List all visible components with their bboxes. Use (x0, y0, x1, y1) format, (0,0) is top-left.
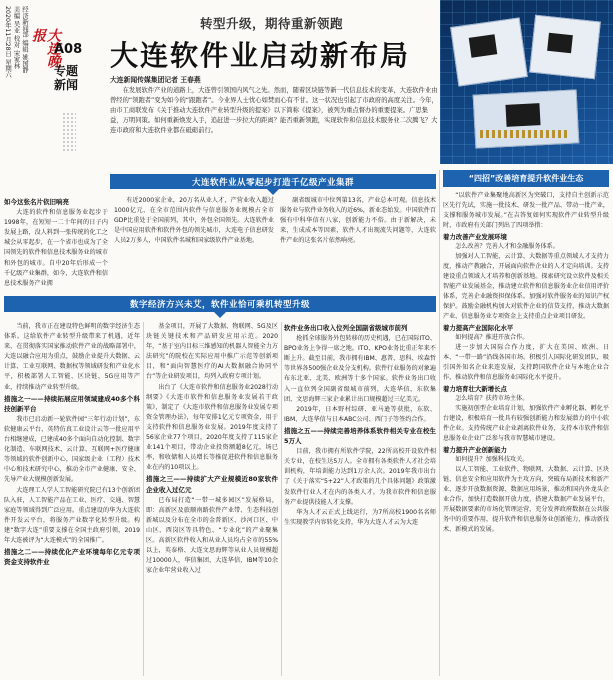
byline: 大连新闻传媒集团记者 王春燕 (110, 76, 201, 84)
paragraph: 出台了《大连市软件和信息服务业2028行动纲要》《大连市软件和信息服务业发展若干政策》，制定了《大连市软件和信息服务业发展专项资金管理办法》，每年安排1亿元专项资金，用于支持软件和信息服务业发展。2019年度支持了56家企业77个项目，2020年度支持了115家企业141个项目，带动企业投资额超8亿元，场已率，和收储和人员增长等推促进软件和信息服务业在内的10项以上。 (146, 383, 278, 472)
edition-line: 美编 吴亚 校对 宋家林 (12, 6, 20, 69)
chip-pins (480, 130, 570, 138)
measure-heading: 措施之五——持续完善培养体系软件相关专业在校生5万人 (284, 426, 436, 446)
measure-heading: 措施之二——持续优化产业环境每年亿元专项资金支持软件业 (4, 548, 140, 567)
paragraph: 华为人才云正式上线运行，为7所高校1900名名师生实现教学内容转化支持，华为大连人才云为大连 (284, 508, 436, 526)
section-bar-1 (110, 174, 436, 189)
section-pointer (214, 312, 226, 318)
paragraph: 加强对人工智能、云计算、大数据等重点领域人才支持力度，推动产教融合，开展面向软件企业的人才定向培训。支持建设重点领域人才培养和创新基地。探索研究设立软件及相关智能产业发展基金，推动建立软件和信息服务业企业信用评价体系，完善企业融资担保体系。加强对软件服务业的知识产权保护。鼓励金融机构加大对软件企业的信贷支持，推动大数据产业、信息服务业专项资金上支持重点企业项目研发。 (443, 253, 609, 320)
section2-column-2 (146, 322, 278, 678)
paragraph: 目前，我市拥有所软件学院，22所高校开设软件相关专业，在校生达5万人。全市拥有各类软件人才社会培训机构，年培训能力达到1万余人次。2019年我市出台了《关于落实“5+22”人才政策的几个具体问题》政策激发软件行业人才在内的各类人才。为我市软件和信息服务产业提供技能人才支撑。 (284, 448, 436, 506)
measure-heading: 着力改善产业发展环境 (443, 233, 507, 241)
paragraph: 有近2000家企业，20万名从业人才，产营业收入超过1000亿元，在全市范围内软件与信息服务业规模占全市GDP比重处于全国前列，其中，外包全国领先。大连软件业是中国应用软件和软件外包的领先城市，大连电子信息研发人员2万多人，中国软件名城和国家级软件产业基地。 (114, 197, 274, 245)
paragraph: 以人工智能、工业软件、物联网、大数据、云计算、区块链、信息安全和应用软件为主攻方向，突破布局新技术和新产业，逐步开放数据资源、数据应用场景，推动和国内外龙头企业合作，加快打造数据开放力度，搭建大数据产业发展平台，开展数据要素的市场化管理运营，充分发挥政府数据在公共服务中的重要作用，提升软件和信息服务业创新能力，推动新技术、新模式的发展。 (443, 466, 609, 533)
paragraph: 我市已启动新一轮软件园“三年行动计划”，东软健康云平台、英特仿真工业设计云等一批应用平台相继建成，已建成40多个面向自动化控制、数字化制造、车联网技术、云计算、互联网+医疗健康等领域的软件创新中心，国家级企业（工程）技术中心和技术研究中心，推动全市产业健康、安全、先导产业大规模创新发展。 (4, 415, 140, 484)
chip-icon (469, 34, 498, 57)
section-pointer (267, 189, 279, 195)
paragraph: 2019年，日本野村综研、亚马逊等获批，东软、IBM、大连华信与日本ABC公司、西门子等签约合作。 (284, 405, 436, 423)
paragraph: 副省级城市中位列第13名，产业总本可观。信息技术服务业与软件业务收入的近6%，新业态始发。中国软件百强有中科华信有八家，创新能力不俗。由于新解决，未来，生成成本等因素，软件人才出现流失问题等，大连软件产业的这张名片依然响亮。 (280, 197, 436, 245)
measure-heading: 着力提升产业创新能力 (443, 446, 507, 454)
paragraph: 抢抓全球服务外包转移的历史机遇，已在国际ITO、BPO业务上争得一席之地。ITO、KPO业务比重正年来不断上升。截至目前，我市拥有IBM、惠普、思科、埃森哲等世界各500强企业及分支机构。软件行业服务的对象遍布东北亚、北美、欧洲等十多个国家。软件业务出口收入一直位列全国副省级城市前列，大连华信、东软集团、文思海辉三家企业累计出口规模超过三亿美元。 (284, 335, 436, 403)
sidebar-title: “四招”改善培育提升软件业生态 (443, 170, 609, 187)
paragraph: 已布局打造“一带一城多园区”发展格局，即：高新区及旅顺南路软件产业带、生态科技创新城以及分布在全市的金普新区、沙河口区、中山区、西岗区等具特色、“专业化”的产业聚集区。高新区软件收入和从业人员均占全市的55%以上，英泰格、大连文思海辉等从业人员规模超过10000人，华信集团、大连华信，IBM等10余家企业年营业收入过 (146, 496, 278, 575)
subhead: 如今这张名片依旧响亮 (4, 198, 69, 206)
dot-pattern-decoration (62, 112, 76, 152)
paragraph: 当前，我市正在建设特色鲜明的数字经济生态体系。这给软件产业转型升级带来了机遇，近年来，在贯彻落实国家推动软件产业的战略部署中，大连以融合应用为重点，鼓励企业提升大数据、云计算、工业互联网、数据权等领域研发和产业化水平，积极部署人工智能、区块链、5G应用等产业，持续推动产业转型升级。 (4, 323, 140, 391)
paragraph: “以软件产业集聚地高新区为突破口，支持自主创新示范区先行先试，实施一批技术、研发一批产品、带动一批产业，支撑和服务城市发展。”在吉答复如何实现软件产业转型升级时，市政府有关部门列出了四项举措： (443, 192, 609, 229)
section-title: 大连软件业从零起步打造千亿级产业集群 (191, 177, 354, 188)
kicker: 转型升级，期待重新领跑 (200, 16, 344, 31)
column-divider (143, 322, 144, 676)
column-divider (281, 322, 282, 676)
section2-column-3 (284, 322, 436, 678)
sidebar (443, 170, 609, 676)
paragraph: 基金项目，开展了大数据、物联网、5G及区块链关键技术和产品研发应用示范。2020年，“基于室内目标三维感知的机器人智能全力方法研究”的院校在实际应用中推广示范等创新项目，和“面向智慧医疗的AI大数据融合协同平台”等企业研发项目，均列入政府专项计划。 (146, 323, 278, 381)
measure-heading: 措施之三——持续扩大产业规模近80家软件企业收入过亿元 (146, 475, 278, 494)
section-title: 数字经济方兴未艾，软件业恰可乘机转型升级 (129, 300, 310, 310)
paragraph: 实施初创型企业培育计划，加强软件产业孵化器、孵化平台建设，积极培育一批具有较强创新能力和发展潜力的中小软件企业。支持传统产业企业剥离软件业务，支持本市软件和信息服务业企业广泛参与我市智慧城市建设。 (443, 405, 609, 442)
measure-heading: 措施之一——持续拓展应用领域建成40多个科技创新平台 (4, 394, 140, 413)
masthead (0, 0, 84, 160)
section2-column-1 (4, 322, 140, 678)
paragraph: 怎么培育？扶持市场主体。 (455, 395, 529, 402)
intro-paragraph: 在发展软件产业的道路上，大连曾引领国内风气之先。然而，随着区块链等新一代信息技术的变革，大连软件业由曾经的“领跑者”变为如今的“跟跑者”。今业界人士忧心如焚而心有不甘。这一状况也引起了市政府的高度关注。今年，由市工商联发布《关于推动大连软件产业转型升级的提案》以下简称《提案》，被列为重点督办的重要提案。广思集益，万明同策。如何重新焕发入手，追赶进一步拉大的距离？能否重新领跑，实现软件和信息技术服务业二次腾飞？大连市政府和大连软件业都在砥砺前行。 (110, 87, 438, 134)
paragraph: 怎么改善？完善人才和金融服务体系。 (455, 243, 559, 250)
page-number: A08 (54, 42, 83, 57)
paragraph: 大连理工人学人工智能研究院已有13个创新团队入驻，人工智能产品在工业、医疗、交通、智慧家庭等领域得到广泛应用。重点建设的华为大连软件开发云平台，将服务产业数字化转型升级。构建“数字大连”重要支撑在全国主政府引领，2019年大连被评为“大连模式”的全国推广。 (4, 486, 140, 544)
edition-info (2, 6, 28, 146)
section-bar-2 (4, 296, 436, 312)
chip-icon (505, 103, 540, 127)
edition-line: 2020年11月28日 星期六 (4, 6, 11, 78)
edition-line: 经济新闻部 编辑 姚国静 (21, 6, 28, 74)
sidebar-divider (439, 170, 440, 676)
section1-column-3 (280, 196, 436, 288)
sidebar-body (443, 191, 609, 671)
page-title: 大连软件业启动新布局 (110, 39, 411, 72)
measure-heading: 软件业务出口收入位列全国副省级城市前列 (284, 324, 408, 332)
paragraph: 如何提高？推进开放合作。 (455, 334, 529, 341)
paragraph: 进一步加大国际合作力度，扩大在美国、欧洲、日本、“一带一路”沿线各国市场。积极引人国际化研发团队，吸引国外知名企业来连发展，支持跨国软件企业与本地企业合作，推动软件和信息服务业国际化水平提升。 (443, 344, 609, 381)
page-topic: 专题新闻 (54, 64, 79, 92)
newspaper-logo: 大连晚报 (30, 28, 61, 67)
section1-column-1 (4, 196, 108, 288)
chip-icon (547, 33, 573, 53)
paragraph: 大连的软件和信息服务业起步于1998年，在短短一二十年间的日子内发展上路，没人料到一张传统的化工之城会从零起步，在一个省市也成为了全国领先的软件和信息技术服务业的城市和外包的城市。自中20年后形成一个千亿级产业集群，如今，大连软件和信息技术服务产业拥 (4, 209, 108, 287)
measure-heading: 着力培育壮大新增长点 (443, 385, 507, 393)
paragraph: 如何提升？加强科技攻关。 (455, 456, 529, 463)
section1-column-2 (114, 196, 274, 288)
circuit-board-illustration (440, 0, 613, 164)
measure-heading: 着力提高产业国际化水平 (443, 324, 514, 332)
